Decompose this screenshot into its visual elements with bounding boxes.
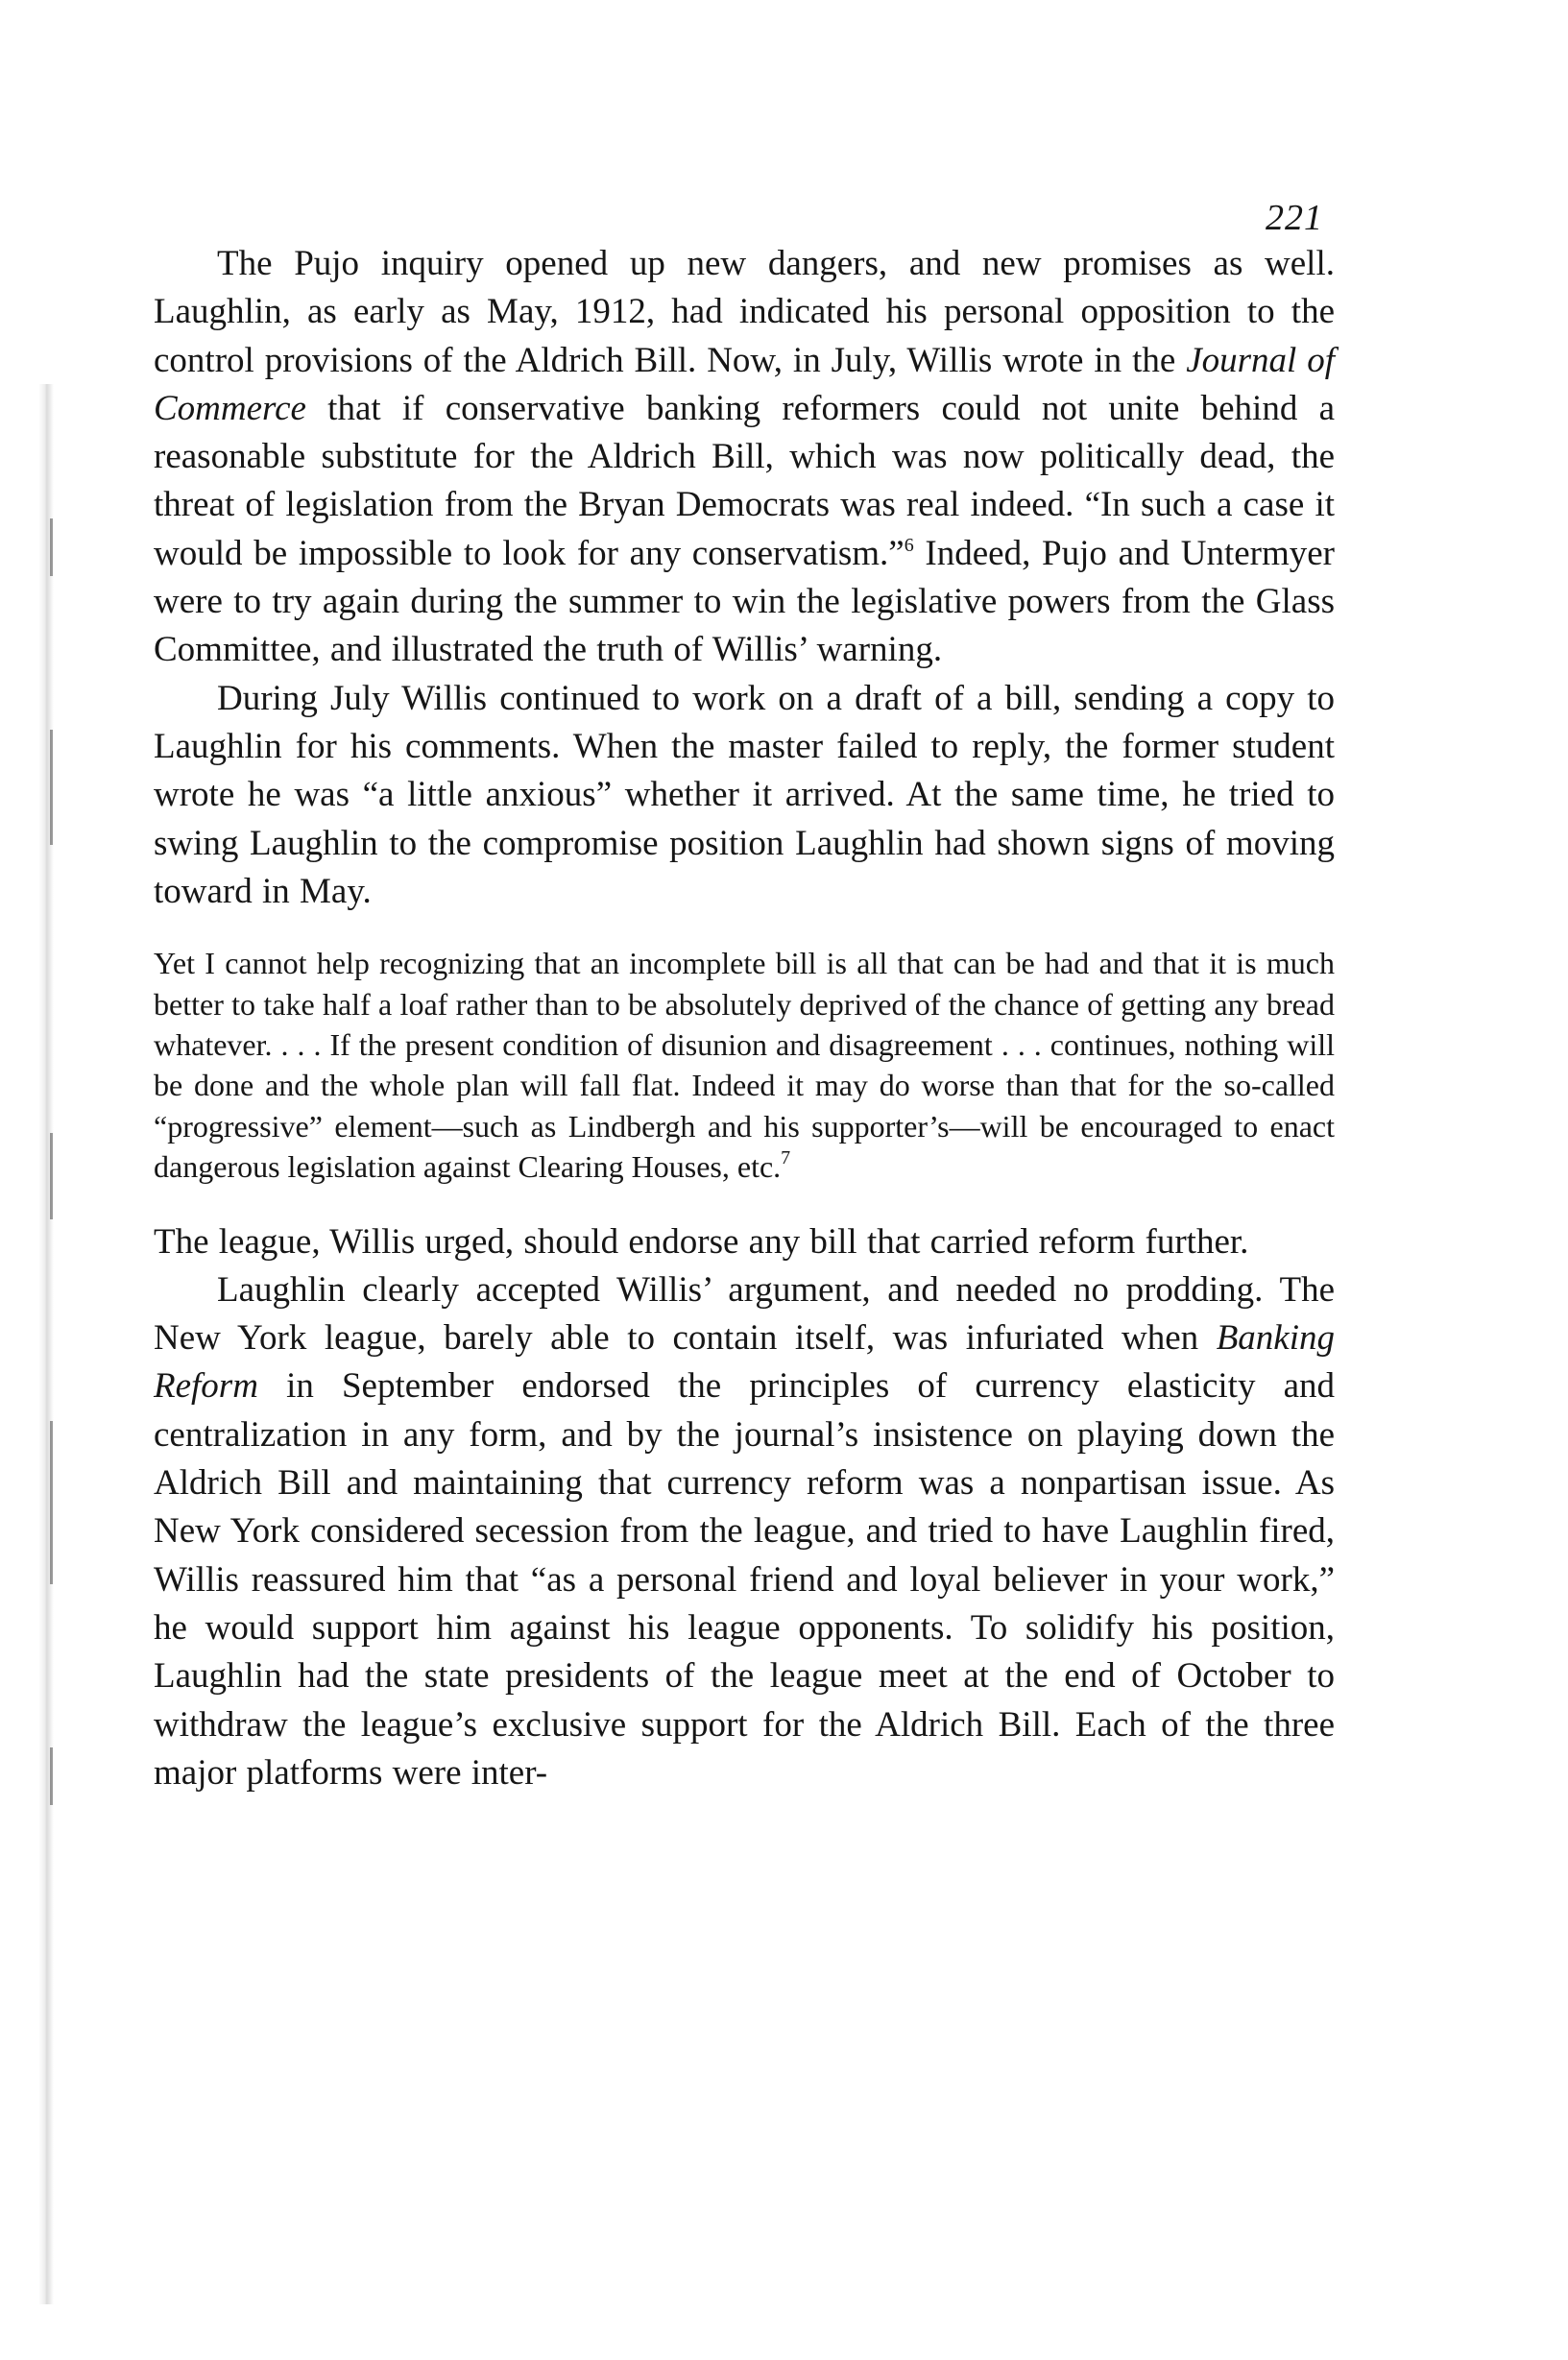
paragraph-4-text-b: in September endorsed the principles of currency elasticity and centralization in any form, and by the journal’s insistence on playing down the Aldrich Bill and maintaining that currency reform was a nonpartisan issue. As New York considered secession from the league, and tried to have Laughlin fired, Willis reassured him that “as a personal friend and loyal believer in your work,” he would support him against his league opponents. To solidify his position, Laughlin had the state presidents of the league meet at the end of October to withdraw the league’s exclusive support for the Aldrich Bill. Each of the three major platforms were inter- <box>154 1366 1335 1793</box>
paragraph-1-text-c: Indeed, Pujo and Untermyer were to try again during the summer to win the legislative powers from the Glass Committee, and illustrated the truth of Willis’ warning. <box>154 533 1335 670</box>
scan-speck <box>50 730 53 845</box>
block-quote-text: Yet I cannot help recognizing that an incomplete bill is all that can be had and that it is much better to take half a loaf rather than to be absolutely deprived of the chance of getting any bread whatever. . . . If the present condition of disunion and disagreement . . . continues, nothing will be done and the whole plan will fall flat. Indeed it may do worse than that for the so-called “progressive” element—such as Lindbergh and his supporter’s—will be encouraged to enact dangerous legislation against Clearing Houses, etc. <box>154 946 1335 1185</box>
paragraph-2: During July Willis continued to work on a draft of a bill, sending a copy to Laughlin for his comments. When the master failed to reply, the former student wrote he was “a little anxious” whether it arrived. At the same time, he tried to swing Laughlin to the compromise position Laughlin had shown signs of moving toward in May. <box>154 678 1335 911</box>
scan-speck <box>50 1747 53 1805</box>
journal-title-banking-reform: Banking Reform <box>154 1318 1335 1407</box>
block-quote <box>154 943 1335 1187</box>
body-text <box>154 240 1335 1797</box>
paragraph-4 <box>154 1266 1335 1797</box>
scan-speck <box>50 1133 53 1219</box>
paragraph-1-text-b: that if conservative banking reformers could not unite behind a reasonable substitute for the Aldrich Bill, which was now politically dead, the threat of legislation from the Bryan Democrats was real indeed. “In such a case it would be impossible to look for any conservatism.” <box>154 388 1335 573</box>
scan-speck <box>50 1421 53 1584</box>
paragraph-1-text-a: The Pujo inquiry opened up new dangers, and new promises as well. Laughlin, as early as May, 1912, had indicated his personal opposition to the control provisions of the Aldrich Bill. Now, in July, Willis wrote in the <box>154 244 1335 380</box>
scan-speck <box>50 518 53 576</box>
footnote-ref-6: 6 <box>904 534 914 556</box>
footnote-ref-7: 7 <box>781 1147 791 1169</box>
binding-shadow <box>38 384 54 2304</box>
paragraph-4-text-a: Laughlin clearly accepted Willis’ argument, and needed no prodding. The New York league, barely able to contain itself, was infuriated when <box>154 1269 1335 1359</box>
page-number: 221 <box>1266 198 1323 238</box>
journal-title: Journal of Commerce <box>154 340 1335 428</box>
paragraph-1 <box>154 240 1335 675</box>
paragraph-3: The league, Willis urged, should endorse any bill that carried reform further. <box>154 1221 1249 1262</box>
